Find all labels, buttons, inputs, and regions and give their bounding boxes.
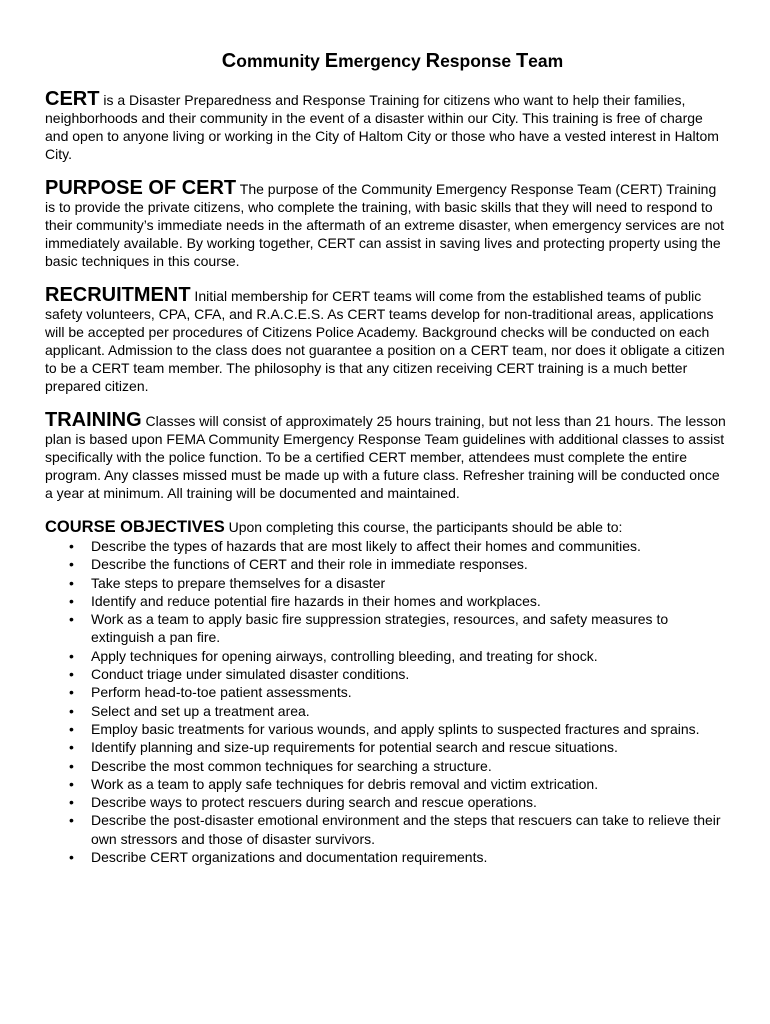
purpose-heading: PURPOSE OF CERT: [45, 177, 237, 199]
list-item-text: Describe the functions of CERT and their role in immediate responses.: [91, 556, 528, 573]
list-item: [65, 665, 730, 683]
objectives-intro-line: [45, 518, 730, 536]
list-item: [65, 793, 730, 811]
list-item-text: Describe the types of hazards that are most likely to affect their homes and communities.: [91, 538, 641, 554]
list-item: [65, 848, 730, 866]
title-initial-c: C: [221, 50, 237, 72]
list-item: [65, 683, 730, 701]
list-item: [65, 811, 730, 848]
training-section: [45, 411, 730, 502]
list-item-text: Identify and reduce potential fire hazards in their homes and workplaces.: [91, 592, 541, 609]
list-item: [65, 775, 730, 793]
title-part-mergency: mergency: [338, 51, 426, 71]
list-item-text: Describe ways to protect rescuers during search and rescue operations.: [91, 794, 537, 811]
cert-heading: CERT: [45, 88, 100, 110]
training-body: Classes will consist of approximately 25 hours training, but not less than 21 hours. The lesson plan is based upon FEMA Community Emergency Response Team guidelines with additional classes to assist specifically with the police function. To be a certified CERT member, attendees must complete the entire program. Any classes missed must be made up with a future class. Refresher training will be conducted once a year at minimum. All training will be documented and maintained.: [45, 413, 726, 501]
list-item: [65, 647, 730, 665]
bullet-icon: •: [69, 647, 74, 664]
list-item-text: Describe the post-disaster emotional environment and the steps that rescuers can take to relieve their own stressors and those of disaster survivors.: [91, 812, 721, 847]
objectives-intro: Upon completing this course, the participants should be able to:: [224, 519, 623, 535]
list-item-text: Apply techniques for opening airways, controlling bleeding, and treating for shock.: [91, 647, 598, 664]
list-item-text: Select and set up a treatment area.: [91, 702, 310, 719]
list-item: [65, 757, 730, 775]
list-item-text: Work as a team to apply safe techniques for debris removal and victim extrication.: [91, 775, 599, 792]
recruitment-section: [45, 286, 730, 395]
cert-section: [45, 90, 730, 163]
bullet-icon: •: [69, 720, 74, 737]
title-part-ommunity: ommunity: [236, 51, 325, 71]
recruitment-heading: RECRUITMENT: [45, 284, 191, 306]
page-title: [45, 50, 730, 72]
objectives-list: [45, 537, 730, 866]
list-item-text: Describe the most common techniques for searching a structure.: [91, 757, 492, 774]
training-heading: TRAINING: [45, 409, 142, 431]
bullet-icon: •: [69, 757, 74, 774]
list-item: [65, 738, 730, 756]
list-item: [65, 574, 730, 592]
bullet-icon: •: [69, 775, 74, 792]
objectives-heading: COURSE OBJECTIVES: [45, 518, 225, 536]
list-item-text: Conduct triage under simulated disaster conditions.: [91, 666, 410, 683]
bullet-icon: •: [69, 794, 74, 811]
bullet-icon: •: [69, 556, 74, 573]
list-item-text: Identify planning and size-up requirements for potential search and rescue situations.: [91, 739, 618, 756]
list-item-text: Perform head-to-toe patient assessments.: [91, 684, 352, 701]
list-item: [65, 592, 730, 610]
title-part-eam: eam: [528, 51, 564, 71]
bullet-icon: •: [69, 611, 74, 628]
list-item-text: Describe CERT organizations and documentation requirements.: [91, 849, 488, 866]
list-item: [65, 720, 730, 738]
list-item-text: Take steps to prepare themselves for a disaster: [91, 574, 386, 591]
title-initial-t: T: [515, 50, 529, 72]
bullet-icon: •: [69, 574, 74, 591]
bullet-icon: •: [69, 849, 74, 866]
purpose-body: The purpose of the Community Emergency Response Team (CERT) Training is to provide the private citizens, who complete the training, with basic skills that they will need to respond to their community’s immediate needs in the aftermath of an extreme disaster, when emergency services are not immediately available. By working together, CERT can assist in saving lives and protecting property using the basic techniques in this course.: [45, 181, 725, 269]
bullet-icon: •: [69, 592, 74, 609]
title-part-esponse: esponse: [440, 51, 516, 71]
bullet-icon: •: [69, 739, 74, 756]
list-item: [65, 702, 730, 720]
list-item-text: Work as a team to apply basic fire suppression strategies, resources, and safety measures to extinguish a pan fire.: [91, 611, 669, 646]
list-item: [65, 537, 730, 555]
recruitment-body: Initial membership for CERT teams will come from the established teams of public safety volunteers, CPA, CFA, and R.A.C.E.S. As CERT teams develop for non-traditional areas, applications will be accepted per procedures of Citizens Police Academy. Background checks will be conducted on each applicant. Admission to the class does not guarantee a position on a CERT team, nor does it obligate a citizen to be a CERT team member. The philosophy is that any citizen receiving CERT training is a much better prepared citizen.: [45, 288, 725, 394]
document-page: [45, 50, 730, 866]
cert-body: is a Disaster Preparedness and Response Training for citizens who want to help their families, neighborhoods and their community in the event of a disaster within our City. This training is free of charge and open to anyone living or working in the City of Haltom City or those who have a vested interest in Haltom City.: [45, 92, 719, 162]
bullet-icon: •: [69, 538, 74, 554]
objectives-section: [45, 518, 730, 866]
title-initial-r: R: [425, 50, 441, 72]
bullet-icon: •: [69, 702, 74, 719]
list-item: [65, 555, 730, 573]
list-item: [65, 610, 730, 647]
bullet-icon: •: [69, 684, 74, 701]
bullet-icon: •: [69, 666, 74, 683]
purpose-section: [45, 179, 730, 270]
list-item-text: Employ basic treatments for various wounds, and apply splints to suspected fractures and sprains.: [91, 720, 700, 737]
bullet-icon: •: [69, 812, 74, 829]
title-initial-e: E: [324, 50, 339, 72]
